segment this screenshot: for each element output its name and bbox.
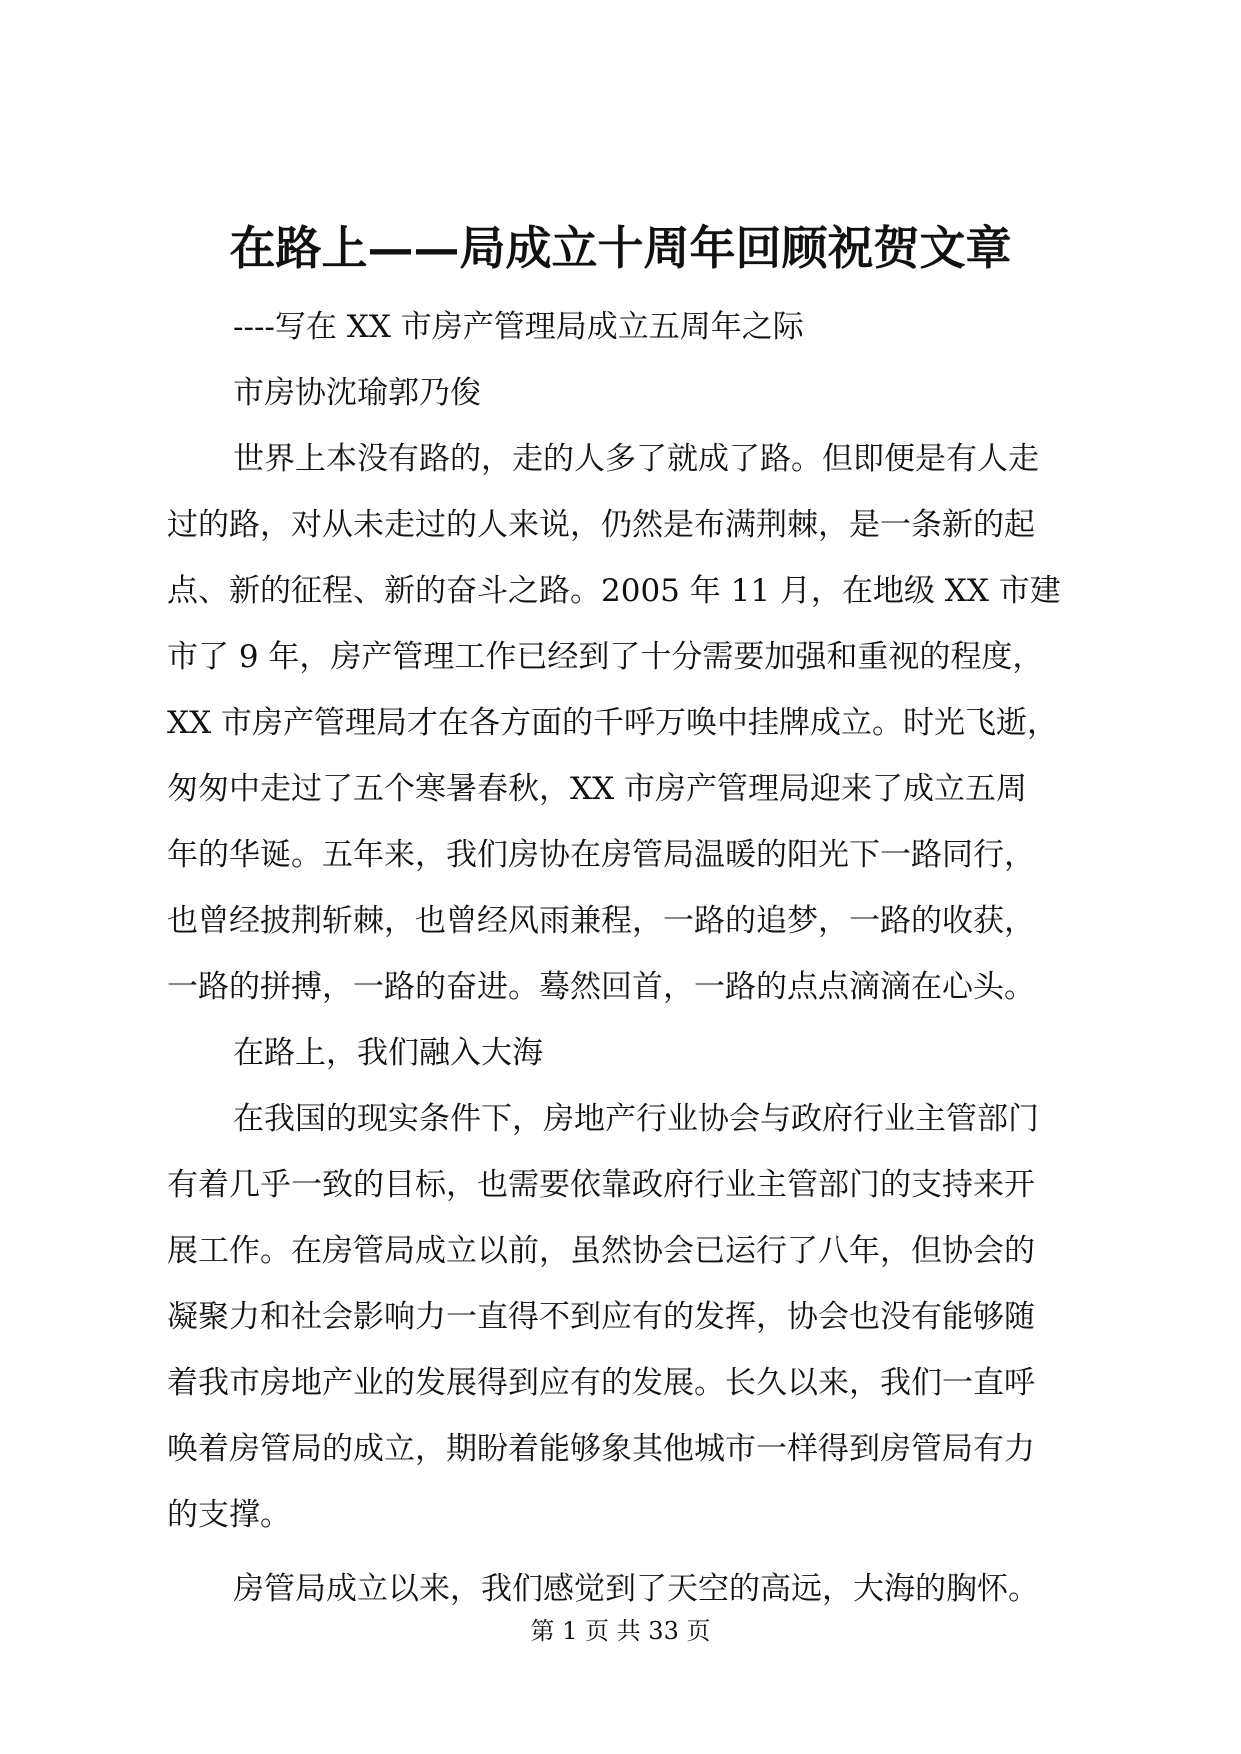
paragraph-line: 世界上本没有路的，走的人多了就成了路。但即便是有人走 xyxy=(233,441,1039,477)
paragraph-line: 点、新的征程、新的奋斗之路。2005 年 11 月，在地级 XX 市建 xyxy=(167,573,1061,609)
document-authors: 市房协沈瑜郭乃俊 xyxy=(233,375,481,411)
paragraph-line: 展工作。在房管局成立以前，虽然协会已运行了八年，但协会的 xyxy=(167,1233,1035,1269)
paragraph-line: 也曾经披荆斩棘，也曾经风雨兼程，一路的追梦，一路的收获， xyxy=(167,903,1035,939)
paragraph-spacer xyxy=(167,1548,1077,1556)
document-body xyxy=(167,294,1077,1622)
paragraph-line: 唤着房管局的成立，期盼着能够象其他城市一样得到房管局有力 xyxy=(167,1431,1035,1467)
document-subtitle: ----写在 XX 市房产管理局成立五周年之际 xyxy=(233,309,804,345)
paragraph-line: 房管局成立以来，我们感觉到了天空的高远，大海的胸怀。 xyxy=(233,1571,1039,1607)
paragraph-line: 年的华诞。五年来，我们房协在房管局温暖的阳光下一路同行， xyxy=(167,837,1035,873)
section-heading: 在路上，我们融入大海 xyxy=(233,1035,543,1071)
paragraph-line: 市了 9 年，房产管理工作已经到了十分需要加强和重视的程度， xyxy=(167,639,1044,675)
page-footer: 第 1 页 共 33 页 xyxy=(530,1617,711,1645)
paragraph-line: XX 市房产管理局才在各方面的千呼万唤中挂牌成立。时光飞逝， xyxy=(167,705,1058,741)
document-title: 在路上——局成立十周年回顾祝贺文章 xyxy=(229,221,1012,275)
paragraph-line: 凝聚力和社会影响力一直得不到应有的发挥，协会也没有能够随 xyxy=(167,1299,1035,1335)
paragraph-line: 的支撑。 xyxy=(167,1497,291,1533)
paragraph-line: 在我国的现实条件下，房地产行业协会与政府行业主管部门 xyxy=(233,1101,1039,1137)
paragraph-line: 匆匆中走过了五个寒暑春秋，XX 市房产管理局迎来了成立五周 xyxy=(167,771,1027,807)
paragraph-line: 有着几乎一致的目标，也需要依靠政府行业主管部门的支持来开 xyxy=(167,1167,1035,1203)
paragraph-line: 过的路，对从未走过的人来说，仍然是布满荆棘，是一条新的起 xyxy=(167,507,1035,543)
paragraph-line: 着我市房地产业的发展得到应有的发展。长久以来，我们一直呼 xyxy=(167,1365,1035,1401)
paragraph-line: 一路的拼搏，一路的奋进。蓦然回首，一路的点点滴滴在心头。 xyxy=(167,969,1035,1005)
